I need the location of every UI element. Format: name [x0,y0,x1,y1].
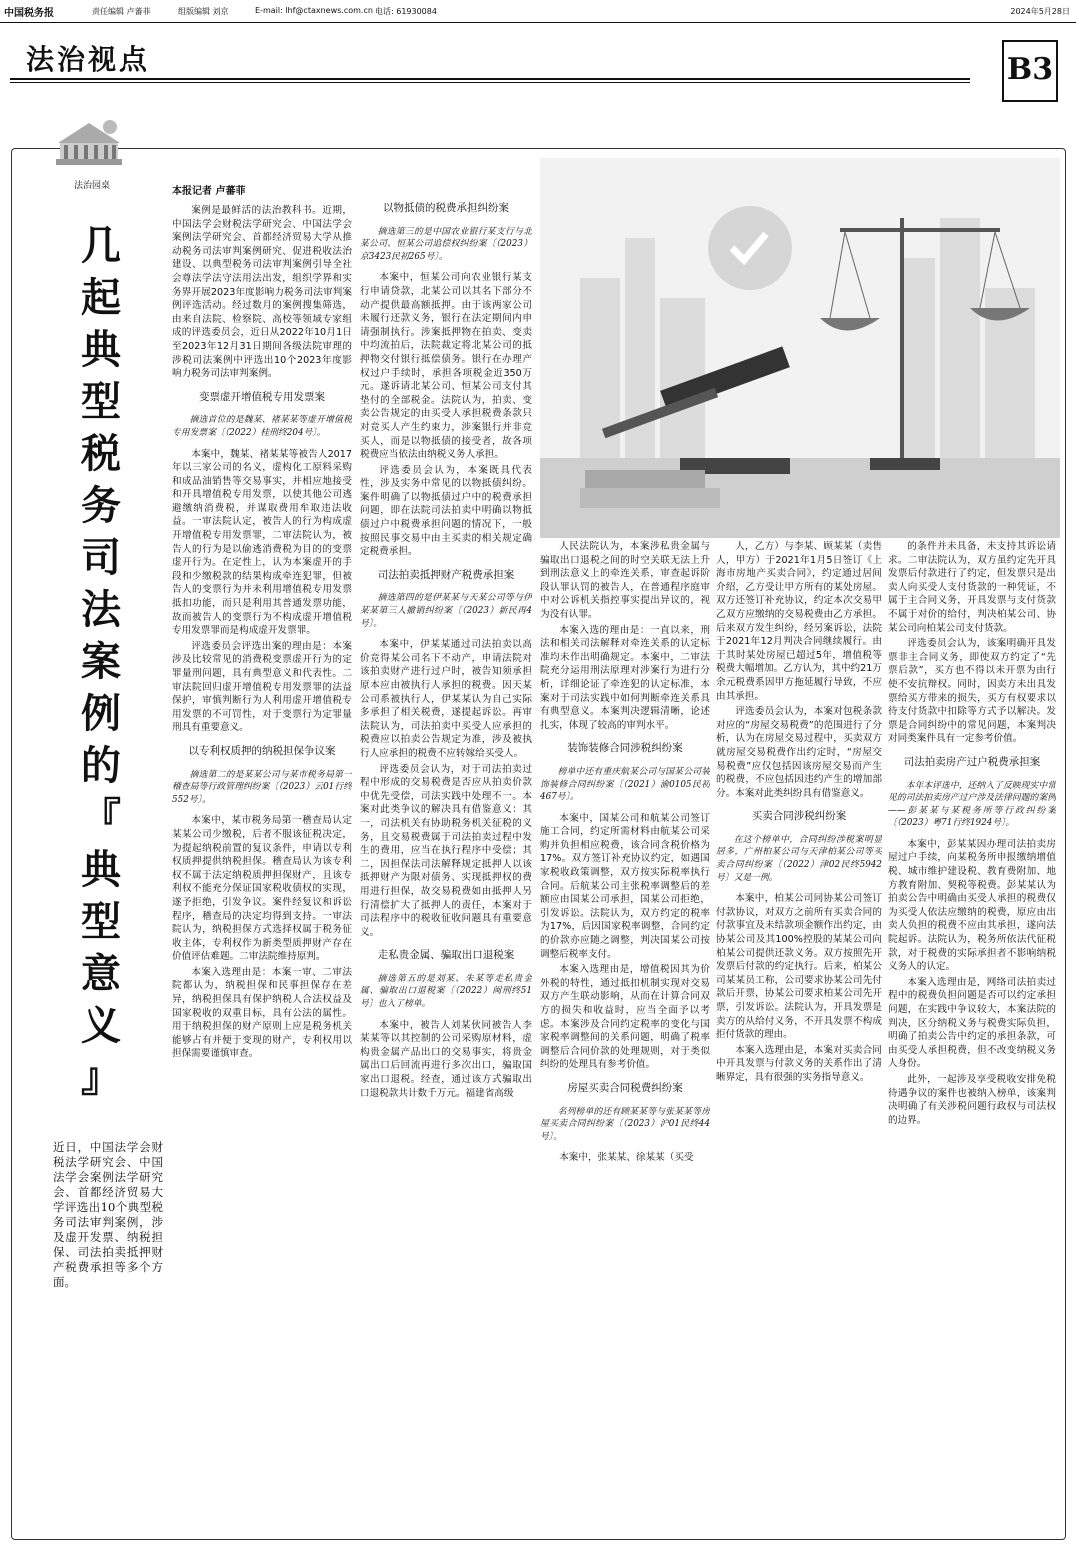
case-citation: 摘选第五的是刘某、朱某等走私贵金属、骗取出口退税案〔（2022）闽刑终51号〕也入了榜单。 [360,973,532,1010]
paragraph: 人民法院认为，本案涉私贵金属与骗取出口退税之间的时空关联无法上升到刑法意义上的牵连关系，审查起诉阶段认罪认罚的被告人，在普通程序庭审中对公诉机关指控事实提出异议的，视为没有认罪。 [540,541,710,620]
intro-text: 近日，中国法学会财税法学研究会、中国法学会案例法学研究会、首都经济贸易大学评选出10个典型税务司法审判案例，涉及虚开发票、纳税担保、司法拍卖抵押财产税费承担等多个方面。 [53,1140,163,1289]
paper-name: 中国税务报 [4,8,54,19]
subhead: 司法拍卖抵押财产税费承担案 [377,568,515,581]
paragraph: 本案入选理由是，增值税因其为价外税的特性，通过抵扣机制实现对交易双方产生联动影响，从而在计算合同双方的损失和收益时，应当全面予以考虑。本案涉及合同约定税率的变化与国家税率调整间的关系问题，明确了税率调整后合同价款的处理规则，对于类似纠纷的处理具有参考价值。 [540,964,710,1071]
paragraph: 人，乙方）与李某、顾某某（卖售人，甲方）于2021年1月5日签订《上海市房地产买卖合同》，约定通过居间介绍，乙方受让甲方所有的某处房屋。双方还签订补充协议，约定本次交易甲乙双方应缴纳的交易税费由乙方承担。后来双方发生纠纷，经另案诉讼，法院于2021年12月判决合同继续履行。由于其时某处房屋已超过5年，增值税等税费大幅增加。乙方认为，其中约21万余元税费系因甲方拖延履行导致，不应由其承担。 [716,541,882,702]
paragraph: 此外，一起涉及享受税收安排免税待遇争议的案件也被纳入榜单，该案判决明确了有关涉税问题行政权与司法权的边界。 [888,1073,1056,1126]
column-tag: 法治园桌 [74,181,111,191]
subhead: 装饰装修合同涉税纠纷案 [567,742,683,755]
headline [75,220,127,1104]
subhead: 变票虚开增值税专用发票案 [199,390,325,403]
paragraph: 本案中，恒某公司向农业银行某支行申请贷款，北某公司以其名下部分不动产提供最高额抵押。由于该两家公司未履行还款义务，银行在法定期间内申请强制执行。涉案抵押物在拍卖、变卖中均流拍后，法院裁定将北某公司的抵押物交付银行抵偿债务。银行在办理产权过户手续时，承担各项税金近350万元。遂诉请北某公司、恒某公司支付其垫付的全部税金。法院认为，拍卖、变卖公告规定的由买受人承担税费条款只对竞买人产生约束力，涉案银行并非竞买人，而是以物抵债的接受者，故各项税费应当依法由纳税义务人承担。 [360,272,532,461]
scales-gavel-illustration [540,158,1060,538]
paragraph: 本案中，国某公司和航某公司签订施工合同，约定所需材料由航某公司采购并负担相应税费，该合同含税价格为17%。双方签订补充协议约定，如遇国家税收政策调整，双方按实际税率执行合同。后航某公司主张税率调整后的差额应由国某公司承担，国某公司拒绝，引发诉讼。法院认为，双方约定的税率为17%，后因国家税率调整，合同约定的价款亦应随之调整，判决国某公司按调整后税率支付。 [540,812,710,960]
paragraph: 评选委员会认为，该案明确开具发票非主合同义务，即使双方约定了“先票后款”，买方也不得以未开票为由行使不安抗辩权。同时，因卖方未出具发票给买方带来的损失，买方有权要求以待支付货款中扣除等方式予以解决。发票是合同纠纷中的常见问题，本案判决对同类案件具有一定参考价值。 [888,638,1056,745]
date: 2024年5月28日 [1010,7,1070,16]
subhead: 买卖合同涉税纠纷案 [751,810,847,823]
headline-char: 典 [81,326,121,373]
headline-char: 义 [81,1002,121,1049]
text-column-2 [360,192,532,1530]
text-column-5 [888,540,1056,1530]
page-number: B3 [1002,40,1058,102]
paragraph: 本案中，柏某公司同协某公司签订付款协议，对双方之前所有买卖合同的付款事宜及未结款项金额作出约定，由协某公司及其100%控股的某某公司向柏某公司提供还款义务。双方按照先开发票后付款的约定执行。后来，柏某公司某某员工称，公司要求协某公司先付款后开票，协某公司要求柏某公司先开票，引发诉讼。法院认为，开具发票是卖方的从给付义务，不开具发票不构成拒付货款的理由。 [716,893,882,1041]
paragraph: 评选委员会认为，对于司法拍卖过程中形成的交易税费是否应从拍卖价款中优先受偿，司法实践中处理不一。本案对此类争议的解决具有借鉴意义：其一，司法机关有协助税务机关征税的义务，且交易税费属于司法拍卖过程中发生的费用，应当在执行程序中受偿；其二，因担保法司法解释规定抵押人以该抵押财产为限对债务、实现抵押权的费用进行担保，故交易税费如由抵押人另行清偿扩大了抵押人的责任，本案对于司法程序中的税收征收问题具有重要意义。 [360,763,532,938]
phone: 电话: 61930084 [375,7,437,16]
case-citation: 在这个榜单中，合同纠纷涉税案明显居多，广州柏某公司与天津柏某公司等买卖合同纠纷案〔（2022）津02民终5942号〕又是一例。 [716,834,882,883]
case-citation: 摘选第二的是某某公司与某市税务局第一稽查局等行政管理纠纷案〔（2023）云01行终552号〕。 [172,769,352,805]
subhead: 司法拍卖房产过户税费承担案 [903,755,1041,768]
headline-char: 典 [81,846,121,893]
divider [10,82,970,83]
paragraph: 本案入选理由是，网络司法拍卖过程中的税费负担问题是否可以约定承担问题，在实践中争议较大，本案法院的判决，区分纳税义务与税费实际负担，明确了拍卖公告中约定的承担条款，可由买受人承担税费，但不改变纳税义务人身份。 [888,976,1056,1070]
paragraph: 本案入选的理由是：一直以来，刑法和相关司法解释对牵连关系的认定标准均未作出明确规定。本案中，二审法院充分运用刑法原理对涉案行为进行分析，详细论证了牵连犯的认定标准，本案对于司法实践中如何判断牵连关系具有典型意义。本案判决逻辑清晰，论述扎实，体现了较高的审判水平。 [540,624,710,731]
subhead: 房屋买卖合同税费纠纷案 [567,1081,683,1094]
editor: 责任编辑 卢蕃菲 [92,7,151,16]
paragraph: 评选委员会认为，本案既具代表性，涉及实务中常见的以物抵债纠纷。案件明确了以物抵债过户中的税费承担问题，即在法院司法拍卖中明确以物抵债过户中税费承担问题的情况下，一般按照民事交易中由主买卖的相关规定确定税费承担。 [360,464,532,558]
headline-char: 案 [81,638,121,685]
case-citation: 摘选第三的是中国农业银行某支行与北某公司、恒某公司追偿权纠纷案〔（2023）京3423民初265号〕。 [360,226,532,262]
subhead: 走私贵金属、骗取出口退税案 [377,949,515,962]
paragraph: 的条件并未具备，未支持其诉讼请求。二审法院认为，双方虽约定先开具发票后付款进行了约定，但发票只是出卖人向买受人支付货款的一种凭证，不属于主合同义务，开具发票与支付货款不属于对价的给付，判决柏某公司、协某公司向柏某公司支付货款。 [888,541,1056,634]
subhead: 以专利权质押的纳税担保争议案 [188,744,336,757]
section-band [10,30,1066,90]
text-column-1 [172,204,352,1530]
case-citation: 本年本评选中，还纳入了反映现实中常见的司法拍卖房产过户涉及法律问题的案例——彭某某与某税务所等行政纠纷案〔（2023）粤71行终1924号〕。 [888,780,1056,829]
headline-char: 意 [81,950,121,997]
paragraph: 本案中，魏某、褚某某等被告人2017年以三家公司的名义，虚构化工原料采购和成品油销售等交易事实，并相应地接受和开具增值税专用发票，以使其他公司逃避缴纳消费税，并谋取费用牟取违法收益。一审法院认定，被告人的行为构成虚开增值税专用发票罪，二审法院认为，被告人的行为是以偷逃消费税为目的的变票虚开行为。在定性上，认为本案虚开的手段和少缴税款的结果构成牵连犯罪，但被告人的变票行为并未利用增值税专用发票抵扣功能，而只是利用其普通发票功能，故而被告人的变票行为不构成虚开增值税专用发票罪而是构成虚开发票罪。 [172,448,352,637]
paragraph: 本案中，伊某某通过司法拍卖以高价竞得某公司名下不动产，申请法院对该拍卖财产进行过户时，被告知须承担原本应由被执行人承担的税费。因天某公司系被执行人，伊某某认为自己实际多承担了相关税费，遂提起诉讼。再审法院认为，司法拍卖中买受人应承担的税费应以拍卖公告规定为准，涉及被执行人应承担的税费不应转嫁给买受人。 [360,639,532,759]
headline-char: 『 [81,794,121,841]
email: E-mail: lhf@ctaxnews.com.cn [255,6,373,15]
headline-char: 司 [81,534,121,581]
paragraph: 评选委员会评选出案的理由是：本案涉及比较常见的消费税变票虚开行为的定罪量刑问题，具有典型意义和代表性。二审法院回归虚开增值税专用发票罪的法益保护，审慎判断行为人利用虚开增值税专用发票的不可罚性，对于变票行为定罪量刑具有重要意义。 [172,640,352,734]
paragraph: 案例是最鲜活的法治教科书。近期，中国法学会财税法学研究会、中国法学会案例法学研究会、首都经济贸易大学从推动税务司法审判案例研究、促进税收法治建设、以典型税务司法审判案例引导全社会尊法学法守法用法出发，组织学界和实务界开展2023年度影响力税务司法审判案例评选活动。经过数月的案例搜集筛选，由来自法院、检察院、高校等领域专家组成的评选委员会，近日从2022年10月1日至2023年12月31日期间各级法院审理的涉税司法案例中评选出10个2023年度影响力税务司法审判案例。 [172,205,352,380]
paragraph: 本案中，某市税务局第一稽查局认定某某公司少缴税，后者不服该征税决定，为提起纳税前置的复议条件，申请以专利权质押提供纳税担保。稽查局认为该专利权不属于法定纳税质押担保财产，且该专利权不能充分保证国家税收债权的实现，遂予拒绝，引发争议。案件经复议和诉讼程序，稽查局的决定均得到支持。一审法院认为，纳税担保方式选择权属于税务征收主体，专利权作为新类型质押财产存在价值评估难题。二审法院维持原判。 [172,815,352,963]
paragraph: 评选委员会认为，本案对包税条款对应的“房屋交易税费”的范围进行了分析，认为在房屋交易过程中，买卖双方就房屋交易税费作出约定时，“房屋交易税费”应仅包括因该房屋交易而产生的税费，不应包括因违约产生的增加部分。本案对此类纠纷具有借鉴意义。 [716,706,882,799]
paragraph: 本案入选理由是：本案一审、二审法院都认为，纳税担保和民事担保存在差异，纳税担保具有保护纳税人合法权益及国家税收的双重目标，具有公法的属性。用于纳税担保的财产原则上应是税务机关能够占有并便于变现的财产，专利权用以担保需要谨慎审查。 [172,966,352,1060]
courthouse-icon [50,115,128,185]
headline-char: 务 [81,482,121,529]
headline-char: 型 [81,378,121,425]
designer: 组版编辑 刘京 [178,7,229,16]
case-citation: 摘选第四的是伊某某与天某公司等与伊某某第三人撤销纠纷案〔（2023）新民再4号〕。 [360,593,532,629]
divider [10,78,970,80]
section-title: 法治视点 [26,43,151,76]
paragraph: 本案中，张某某、徐某某（买受 [559,1152,694,1164]
headline-char: 起 [81,274,121,321]
byline: 本报记者 卢蕃菲 [172,186,246,197]
headline-char: 的 [81,742,121,789]
text-column-4 [716,540,882,1530]
headline-char: 型 [81,898,121,945]
case-citation: 名列榜单的还有顾某某等与张某某等房屋买卖合同纠纷案〔（2023）沪01民终44号〕。 [540,1106,710,1142]
headline-char: 几 [81,222,121,269]
paragraph: 本案中，彭某某因办理司法拍卖房屋过户手续，向某税务所申报缴纳增值税、城市维护建设税、教育费附加、地方教育附加、契税等税费。彭某某认为拍卖公告中明确由买受人承担的税费仅为买受人依法应缴纳的税费，原应由出卖人负担的税费不应由其承担，遂向法院起诉。法院认为，税务所依法代征税款，对于税费的实际承担者不影响纳税义务人的认定。 [888,838,1056,973]
headline-char: 』 [81,1054,121,1101]
headline-char: 税 [81,430,121,477]
text-column-3 [540,540,710,1530]
paragraph: 本案入选理由是，本案对买卖合同中开具发票与付款义务的关系作出了清晰界定，具有很强的实务指导意义。 [716,1044,882,1083]
subhead: 以物抵债的税费承担纠纷案 [383,202,509,214]
headline-char: 法 [81,586,121,633]
headline-char: 例 [81,690,121,737]
case-citation: 摘选首位的是魏某、褚某某等虚开增值税专用发票案〔（2022）桂刑终204号〕。 [172,415,352,438]
paragraph: 本案中，被告人刘某伙同被告人李某某等以其控制的公司采购原材料，虚构贵金属产品出口的交易事实，将贵金属出口后回流再进行多次出口，骗取国家出口退税。经查，通过该方式骗取出口退税款共计数千万元。福建省高级 [360,1019,532,1099]
case-citation: 榜单中还有重庆航某公司与国某公司装饰装修合同纠纷案〔（2021）渝0105民初467号〕。 [540,766,710,803]
page-header [0,0,1076,23]
